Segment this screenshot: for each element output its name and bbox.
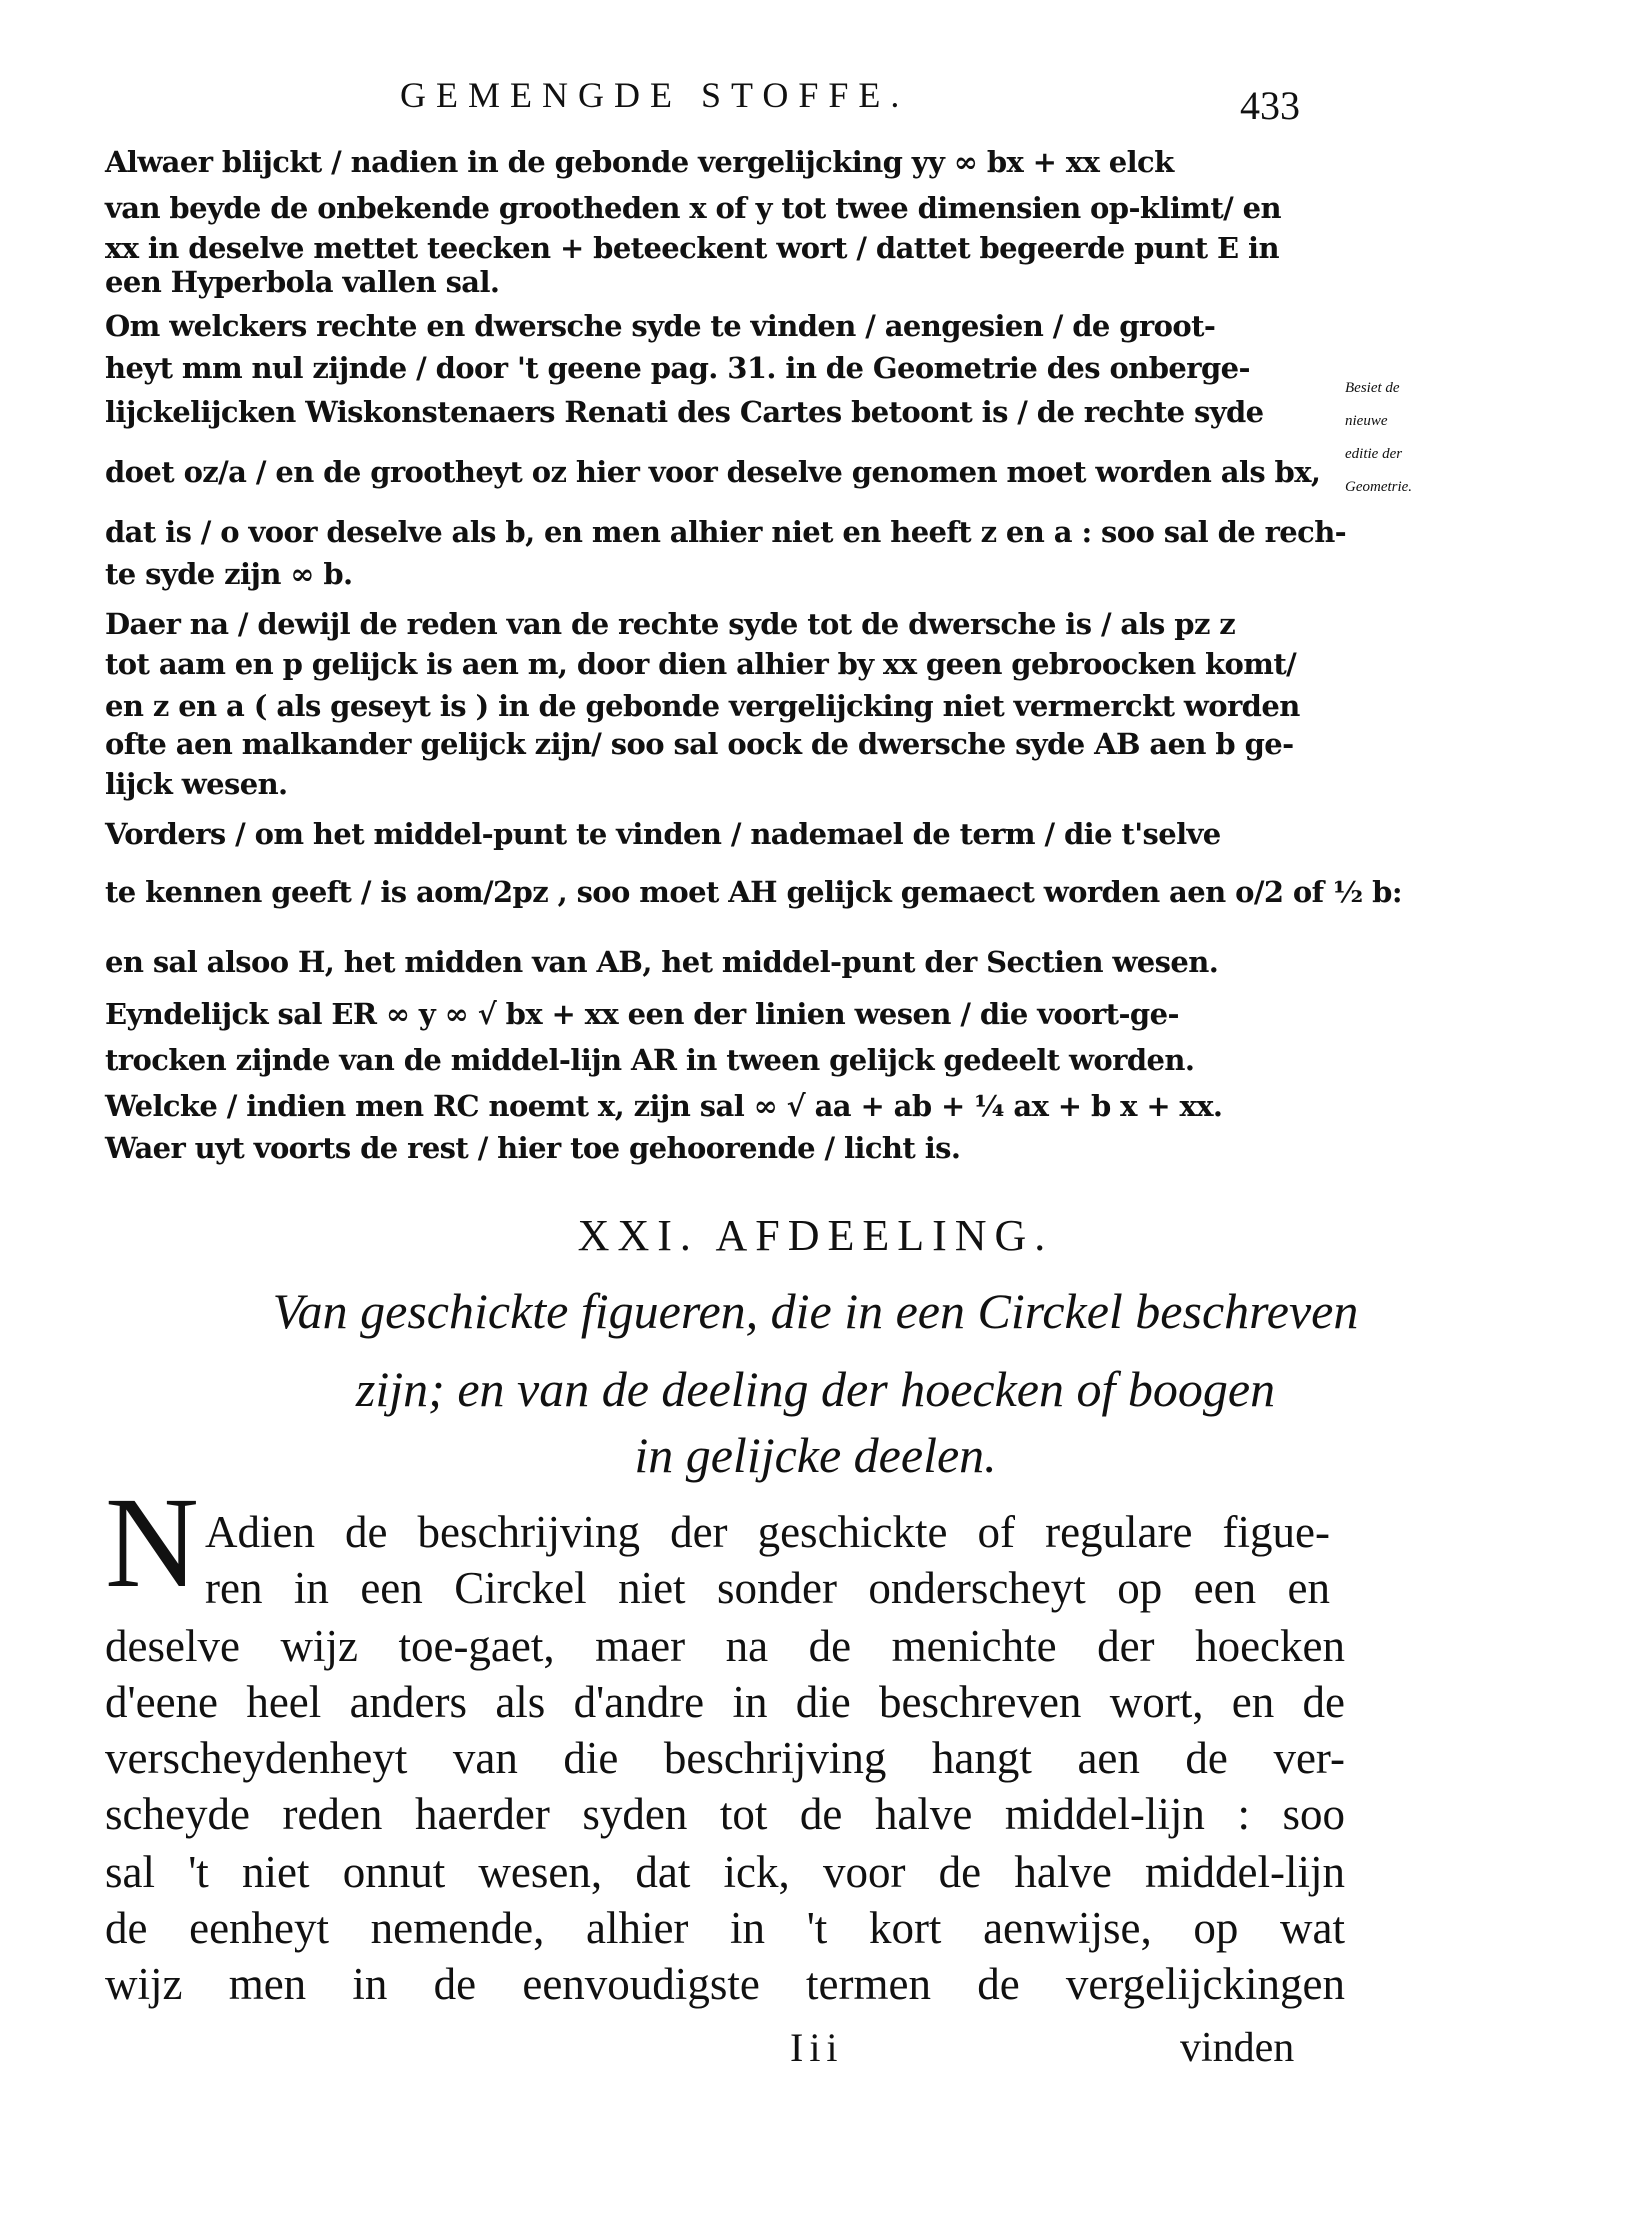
text-line: en z en a ( als geseyt is ) in de gebonde vergelijcking niet vermerckt worden bbox=[105, 689, 1300, 723]
margin-note-line: Besiet de bbox=[1345, 380, 1400, 396]
text-line: Alwaer blijckt / nadien in de gebonde vergelijcking yy ∞ bx + xx elck bbox=[105, 145, 1174, 179]
page-number: 433 bbox=[1240, 83, 1300, 128]
text-line: en sal alsoo H, het midden van AB, het middel-punt der Sectien wesen. bbox=[105, 945, 1219, 979]
text-line: tot aam en p gelijck is aen m, door dien alhier by xx geen gebroocken komt/ bbox=[105, 647, 1297, 681]
text-line: Eyndelijck sal ER ∞ y ∞ √ bx + xx een der linien wesen / die voort-ge- bbox=[105, 997, 1179, 1031]
chapter-title-line: in gelijcke deelen. bbox=[634, 1427, 997, 1483]
text-line: lijckelijcken Wiskonstenaers Renati des Cartes betoont is / de rechte syde bbox=[105, 395, 1264, 429]
margin-note bbox=[1345, 372, 1495, 504]
text-line: Welcke / indien men RC noemt x, zijn sal ∞ √ aa + ab + ¼ ax + b x + xx. bbox=[105, 1089, 1223, 1123]
text-line: scheyde reden haerder syden tot de halve middel-lijn : soo bbox=[105, 1789, 1345, 1839]
text-line: deselve wijz toe-gaet, maer na de menichte der hoecken bbox=[105, 1621, 1345, 1671]
text-line: de eenheyt nemende, alhier in 't kort aenwijse, op wat bbox=[105, 1903, 1345, 1953]
text-line: heyt mm nul zijnde / door 't geene pag. 31. in de Geometrie des onberge- bbox=[105, 351, 1250, 385]
catchword: vinden bbox=[1180, 2025, 1295, 2071]
text-line: ofte aen malkander gelijck zijn/ soo sal oock de dwersche syde AB aen b ge- bbox=[105, 727, 1294, 761]
signature-mark: Iii bbox=[790, 2025, 844, 2070]
text-line: d'eene heel anders als d'andre in die beschreven wort, en de bbox=[105, 1677, 1345, 1727]
text-line: Daer na / dewijl de reden van de rechte syde tot de dwersche is / als pz z bbox=[105, 607, 1236, 641]
text-line: verscheydenheyt van die beschrijving hangt aen de ver- bbox=[105, 1733, 1345, 1783]
running-head: GEMENGDE STOFFE. bbox=[400, 75, 910, 115]
text-line: te syde zijn ∞ b. bbox=[105, 557, 353, 591]
text-line: xx in deselve mettet teecken + beteeckent wort / dattet begeerde punt E in bbox=[105, 231, 1279, 265]
text-line: te kennen geeft / is aom/2pz , soo moet AH gelijck gemaect worden aen o/2 of ½ b: bbox=[105, 875, 1402, 909]
margin-note-line: editie der bbox=[1345, 446, 1403, 462]
text-line: trocken zijnde van de middel-lijn AR in tween gelijck gedeelt worden. bbox=[105, 1043, 1195, 1077]
chapter-title-line: zijn; en van de deeling der hoecken of boogen bbox=[355, 1361, 1276, 1417]
text-line: Waer uyt voorts de rest / hier toe gehoorende / licht is. bbox=[105, 1131, 961, 1165]
margin-note-line: nieuwe bbox=[1345, 413, 1388, 429]
text-line: een Hyperbola vallen sal. bbox=[105, 265, 500, 299]
text-line: van beyde de onbekende grootheden x of y tot twee dimensien op-klimt/ en bbox=[105, 191, 1281, 225]
text-line: lijck wesen. bbox=[105, 767, 288, 801]
drop-cap: N bbox=[105, 1471, 199, 1615]
text-line: Adien de beschrijving der geschickte of regulare figue- bbox=[205, 1507, 1330, 1557]
text-line: ren in een Circkel niet sonder onderscheyt op een en bbox=[205, 1563, 1330, 1613]
chapter-title-line: Van geschickte figueren, die in een Circkel beschreven bbox=[272, 1283, 1359, 1339]
text-line: wijz men in de eenvoudigste termen de vergelijckingen bbox=[105, 1959, 1345, 2009]
margin-note-line: Geometrie. bbox=[1345, 479, 1413, 495]
text-line: Om welckers rechte en dwersche syde te vinden / aengesien / de groot- bbox=[105, 309, 1216, 343]
text-line: Vorders / om het middel-punt te vinden / nademael de term / die t'selve bbox=[105, 817, 1221, 851]
text-line: dat is / o voor deselve als b, en men alhier niet en heeft z en a : soo sal de rech- bbox=[105, 515, 1347, 549]
chapter-heading: XXI. AFDEELING. bbox=[577, 1211, 1054, 1260]
text-line: sal 't niet onnut wesen, dat ick, voor de halve middel-lijn bbox=[105, 1847, 1345, 1897]
text-line: doet oz/a / en de grootheyt oz hier voor deselve genomen moet worden als bx, bbox=[105, 455, 1321, 489]
